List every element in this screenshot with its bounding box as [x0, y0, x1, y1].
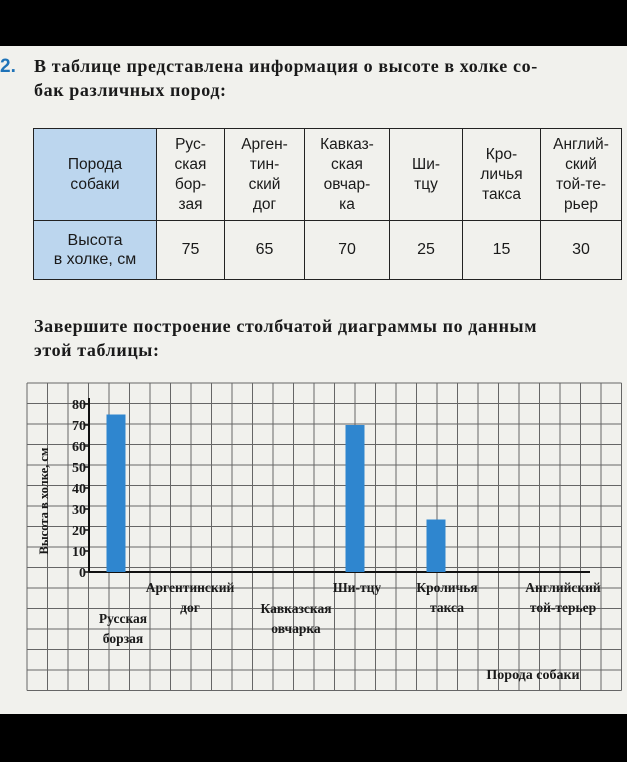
category-label: Английский	[525, 580, 601, 595]
height-cell: 30	[541, 221, 622, 280]
bar	[107, 415, 126, 573]
y-tick-label: 70	[72, 419, 86, 434]
y-tick-label: 40	[72, 482, 86, 497]
breed-cell: Рус- ская бор- зая	[157, 129, 225, 221]
breed-cell: Ши- тцу	[390, 129, 463, 221]
category-label: овчарка	[271, 621, 321, 636]
category-label: такса	[430, 600, 464, 615]
height-cell: 65	[225, 221, 305, 280]
task-text-line2: бак различных пород:	[34, 80, 227, 100]
category-label: Кавказская	[260, 601, 332, 616]
height-cell: 70	[305, 221, 390, 280]
y-axis-label: Высота в холке, см	[37, 447, 51, 555]
y-tick-label: 60	[72, 440, 86, 455]
height-cell: 75	[157, 221, 225, 280]
breed-header-cell: Порода собаки	[34, 129, 157, 221]
category-label: Аргентинский	[145, 580, 235, 595]
height-cell: 25	[390, 221, 463, 280]
y-tick-labels	[72, 398, 89, 581]
chart-bars	[107, 415, 446, 573]
category-label: той-терьер	[529, 600, 597, 615]
bar-chart-grid	[0, 46, 627, 714]
breed-cell: Кавказ- ская овчар- ка	[305, 129, 390, 221]
category-label: Ши-тцу	[332, 580, 382, 595]
breed-cell: Арген- тин- ский дог	[225, 129, 305, 221]
height-header-cell: Высота в холке, см	[34, 221, 157, 280]
instruction-text: Завершите построение столбчатой диаграммы по данным этой таблицы:	[34, 316, 538, 360]
category-label: Русская	[98, 611, 148, 626]
category-label: дог	[180, 600, 200, 615]
category-label: Кроличья	[416, 580, 478, 595]
category-label: борзая	[102, 631, 144, 646]
worksheet-page	[0, 46, 627, 714]
breed-cell: Кро- личья такса	[463, 129, 541, 221]
bar	[346, 425, 365, 572]
task-number: 2.	[0, 56, 16, 77]
breed-cell: Англий- ский той-те- рьер	[541, 129, 622, 221]
x-axis-label: Порода собаки	[486, 668, 580, 683]
y-tick-label: 10	[72, 545, 86, 560]
y-tick-label: 20	[72, 524, 86, 539]
height-cell: 15	[463, 221, 541, 280]
task-text-line1: В таблице представлена информация о высоте в холке со-	[34, 56, 538, 76]
y-tick-label: 30	[72, 503, 86, 518]
y-tick-label: 80	[72, 398, 86, 413]
y-tick-label: 0	[79, 566, 86, 581]
y-tick-label: 50	[72, 461, 86, 476]
category-labels	[99, 580, 601, 646]
bar	[427, 520, 446, 573]
